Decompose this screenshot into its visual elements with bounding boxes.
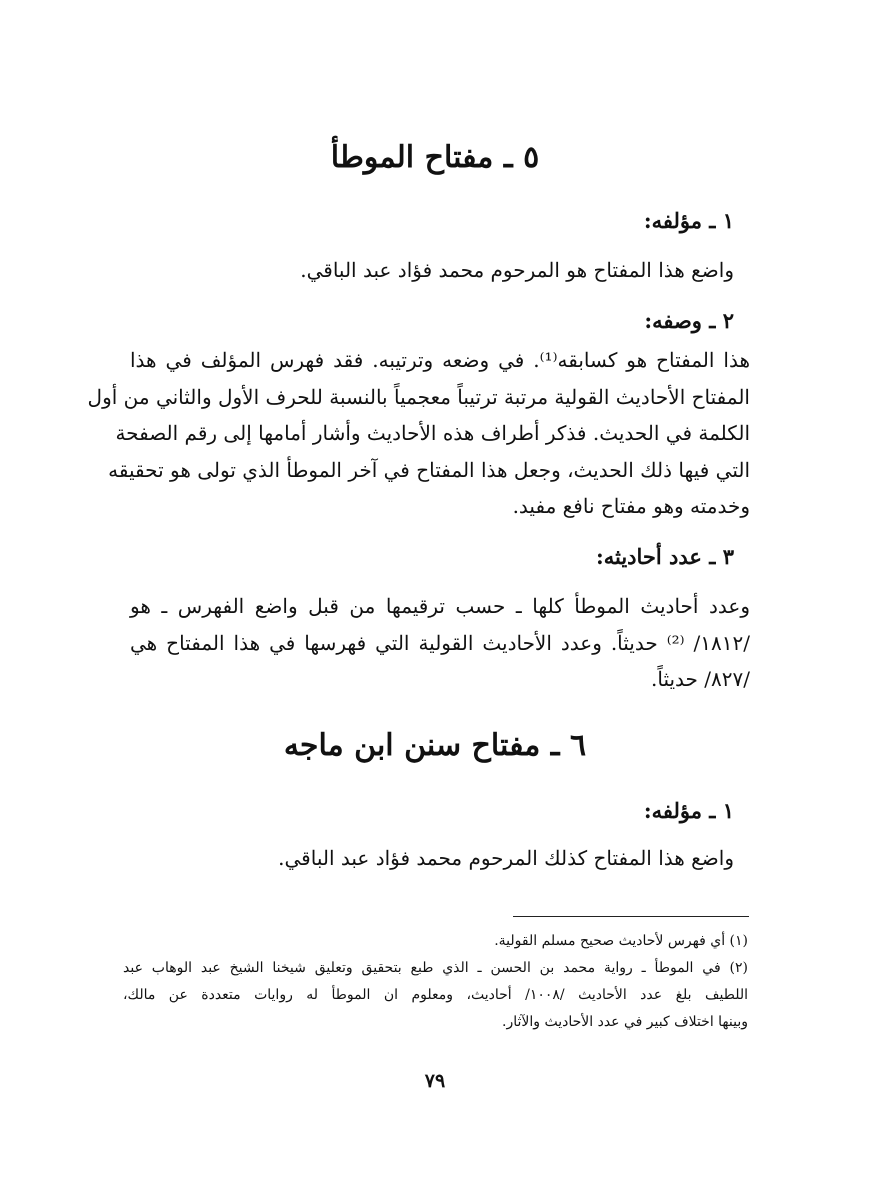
section-6-author-text: واضع هذا المفتاح كذلك المرحوم محمد فؤاد عبد الباقي. (278, 846, 734, 870)
description-line: المفتاح الأحاديث القولية مرتبة ترتيباً معجمياً بالنسبة للحرف الأول والثاني من أول (87, 384, 750, 409)
description-line: وخدمته وهو مفتاح نافع مفيد. (512, 494, 750, 518)
section-5-count-paragraph (130, 588, 750, 698)
footnotes (123, 928, 748, 1036)
footnote-2-line: وبينها اختلاف كبير في عدد الأحاديث والآثار. (502, 1014, 748, 1030)
count-line: /١٨١٢/ ⁽²⁾ حديثاً. وعدد الأحاديث القولية التي فهرسها في هذا المفتاح هي (130, 630, 750, 655)
section-6-title: ٦ ـ مفتاح سنن ابن ماجه (283, 728, 587, 763)
count-line: وعدد أحاديث الموطأ كلها ـ حسب ترقيمها من قبل واضع الفهرس ـ هو (130, 594, 750, 618)
description-line: التي فيها ذلك الحديث، وجعل هذا المفتاح في آخر الموطأ الذي تولى هو تحقيقه (108, 457, 750, 482)
footnote-1: (١) أي فهرس لأحاديث صحيح مسلم القولية. (494, 933, 748, 949)
section-5-count-heading: ٣ ـ عدد أحاديثه: (595, 544, 734, 569)
footnote-2-line: اللطيف بلغ عدد الأحاديث /١٠٠٨/ أحاديث، ومعلوم ان الموطأ له روايات متعددة عن مالك، (123, 987, 748, 1003)
section-5-description-heading: ٢ ـ وصفه: (644, 308, 734, 333)
footnote-divider (513, 916, 749, 917)
section-5-author-text: واضع هذا المفتاح هو المرحوم محمد فؤاد عبد الباقي. (300, 258, 734, 282)
description-line: هذا المفتاح هو كسابقه⁽¹⁾. في وضعه وترتيبه. فقد فهرس المؤلف في هذا (130, 348, 750, 372)
section-6-author-heading: ١ ـ مؤلفه: (643, 798, 734, 823)
page-number: ٧٩ (424, 1070, 446, 1092)
section-5-author-heading: ١ ـ مؤلفه: (643, 208, 734, 233)
count-line: /٨٢٧/ حديثاً. (651, 667, 750, 691)
footnote-2-line: (٢) في الموطأ ـ رواية محمد بن الحسن ـ الذي طبع بتحقيق وتعليق شيخنا الشيخ عبد الوهاب عبد (123, 960, 748, 976)
description-line: الكلمة في الحديث. فذكر أطراف هذه الأحاديث وأشار أمامها إلى رقم الصفحة (115, 421, 750, 445)
section-5-description-paragraph (87, 342, 750, 525)
section-5-title: ٥ ـ مفتاح الموطأ (330, 140, 540, 175)
